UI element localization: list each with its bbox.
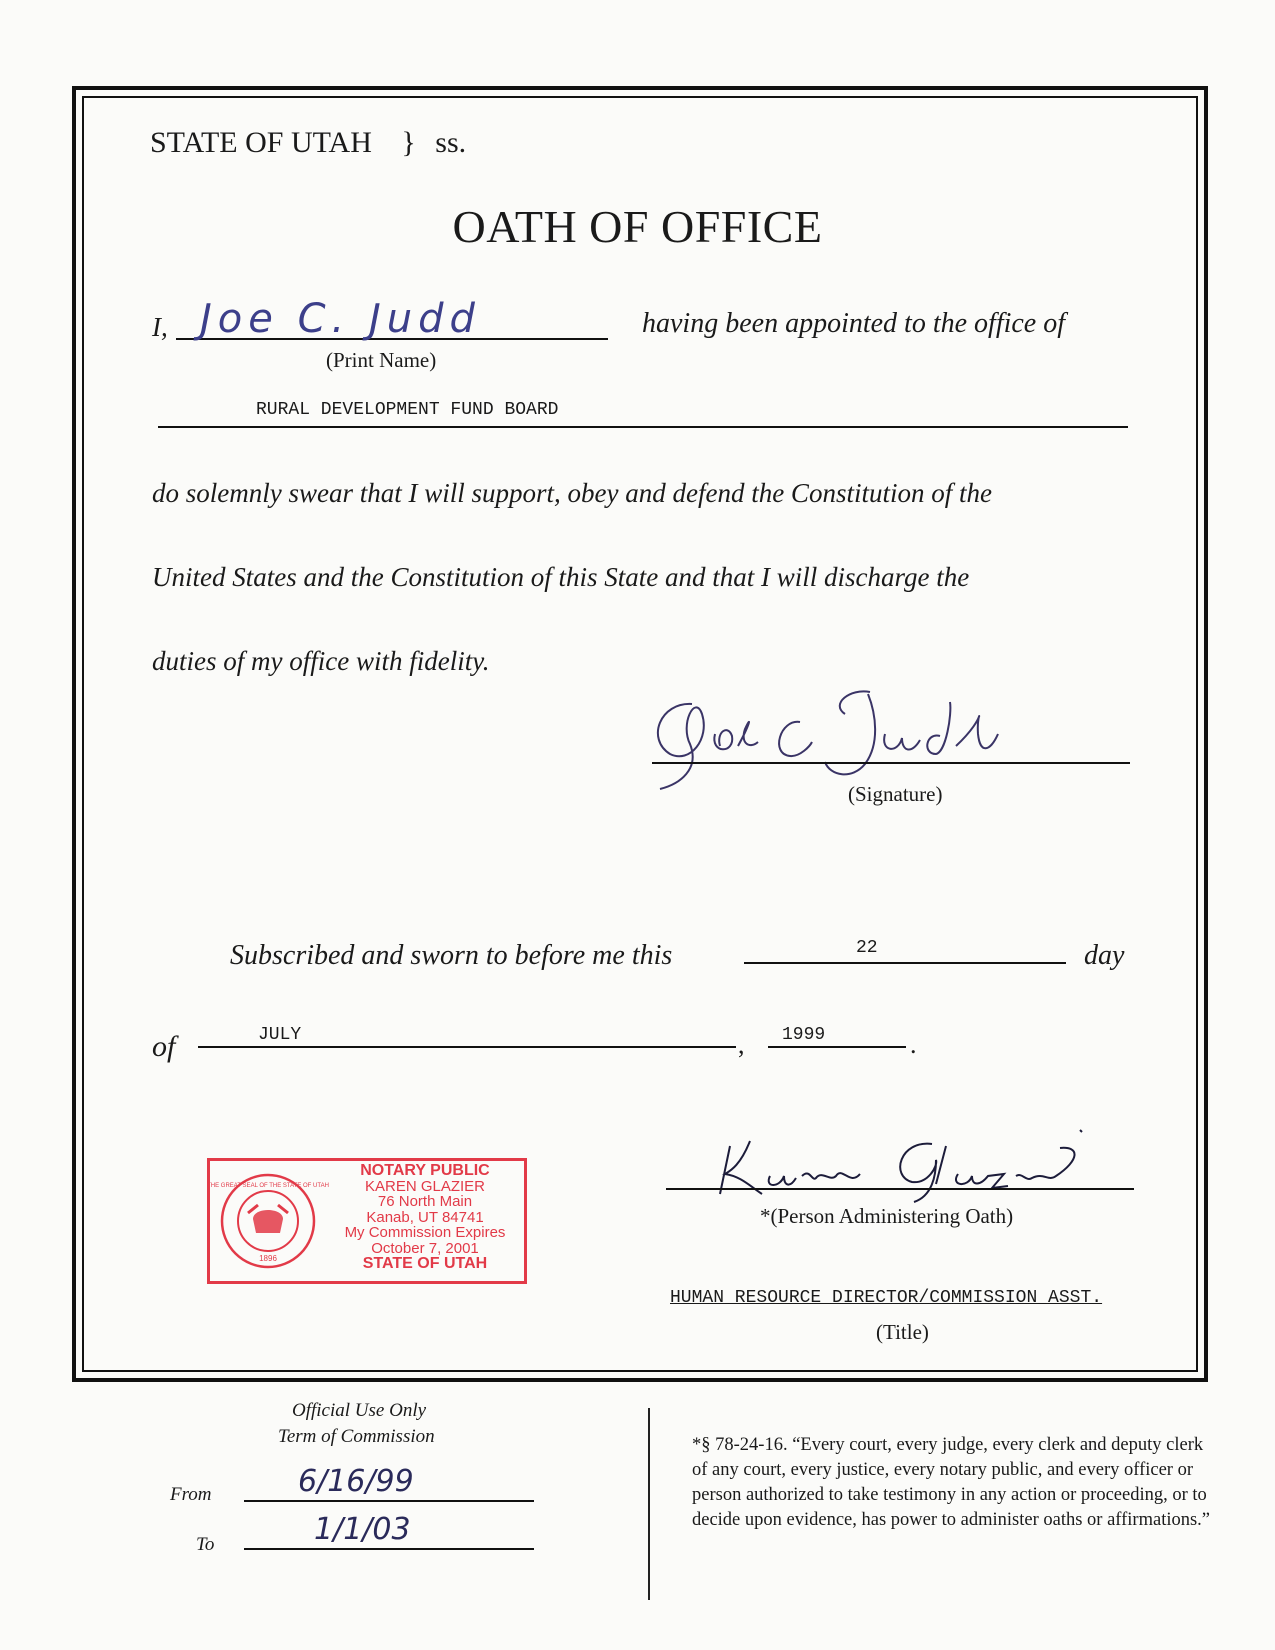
state-heading	[150, 126, 466, 160]
year-line	[768, 1046, 906, 1048]
printed-name: Joe C. Judd	[200, 296, 481, 342]
to-label: To	[196, 1534, 215, 1555]
brace: }	[401, 126, 416, 159]
of-label: of	[152, 1030, 176, 1063]
oath-line-1: do solemnly swear that I will support, obey and defend the Constitution of the	[152, 478, 992, 508]
signature-line	[652, 762, 1130, 764]
to-value: 1/1/03	[314, 1512, 411, 1547]
document-title: OATH OF OFFICE	[452, 201, 823, 252]
seal-year: 1896	[259, 1254, 277, 1263]
state-seal-icon	[207, 1171, 329, 1271]
day-line	[744, 962, 1066, 964]
title-caption: (Title)	[876, 1320, 929, 1344]
appointed-text: having been appointed to the office of	[642, 308, 1066, 339]
administrator-signature-line	[666, 1188, 1134, 1190]
month-value: JULY	[258, 1025, 302, 1045]
from-label: From	[170, 1484, 212, 1505]
print-name-caption: (Print Name)	[326, 348, 437, 372]
stamp-line-6: October 7, 2001	[371, 1239, 479, 1257]
oath-taker-signature	[640, 684, 1060, 794]
oath-line-3: duties of my office with fidelity.	[152, 646, 490, 676]
comma: ,	[738, 1030, 745, 1059]
day-label: day	[1084, 940, 1125, 971]
footer-divider	[648, 1408, 650, 1600]
stamp-line-1: NOTARY PUBLIC	[360, 1162, 490, 1179]
administrator-title: HUMAN RESOURCE DIRECTOR/COMMISSION ASST.	[670, 1288, 1103, 1308]
seal-text: THE GREAT SEAL OF THE STATE OF UTAH	[207, 1183, 329, 1189]
year-value: 1999	[782, 1025, 826, 1045]
period: .	[910, 1030, 917, 1059]
stamp-line-7: STATE OF UTAH	[362, 1255, 488, 1272]
state-label: STATE OF UTAH	[150, 126, 372, 159]
to-line	[244, 1548, 534, 1550]
official-use-heading: Official Use Only	[292, 1400, 427, 1421]
from-value: 6/16/99	[298, 1464, 414, 1499]
stamp-line-3: 76 North Main	[377, 1193, 473, 1210]
office-name: RURAL DEVELOPMENT FUND BOARD	[256, 400, 559, 420]
day-value: 22	[856, 938, 878, 958]
term-heading: Term of Commission	[278, 1426, 435, 1447]
oath-line-2: United States and the Constitution of this State and that I will discharge the	[152, 562, 970, 592]
sworn-prefix: Subscribed and sworn to before me this	[230, 940, 673, 971]
office-line	[158, 426, 1128, 428]
month-line	[198, 1046, 736, 1048]
stamp-line-2: KAREN GLAZIER	[364, 1177, 486, 1195]
notary-stamp	[207, 1158, 527, 1284]
stamp-line-5: My Commission Expires	[344, 1224, 506, 1241]
i-prefix: I,	[152, 312, 168, 342]
from-line	[244, 1500, 534, 1502]
stamp-line-4: Kanab, UT 84741	[366, 1208, 484, 1226]
statute-footnote: *§ 78-24-16. “Every court, every judge, every clerk and deputy clerk of any court, every justice, every notary public, and every officer or person authorized to take testimony in any action or proceeding, or to decide upon evidence, has power to administer oaths or affirmations.”	[692, 1435, 1211, 1530]
administrator-signature	[700, 1126, 1130, 1206]
signature-caption: (Signature)	[848, 782, 943, 806]
administrator-caption: *(Person Administering Oath)	[760, 1204, 1014, 1228]
ss-label: ss.	[435, 126, 467, 159]
